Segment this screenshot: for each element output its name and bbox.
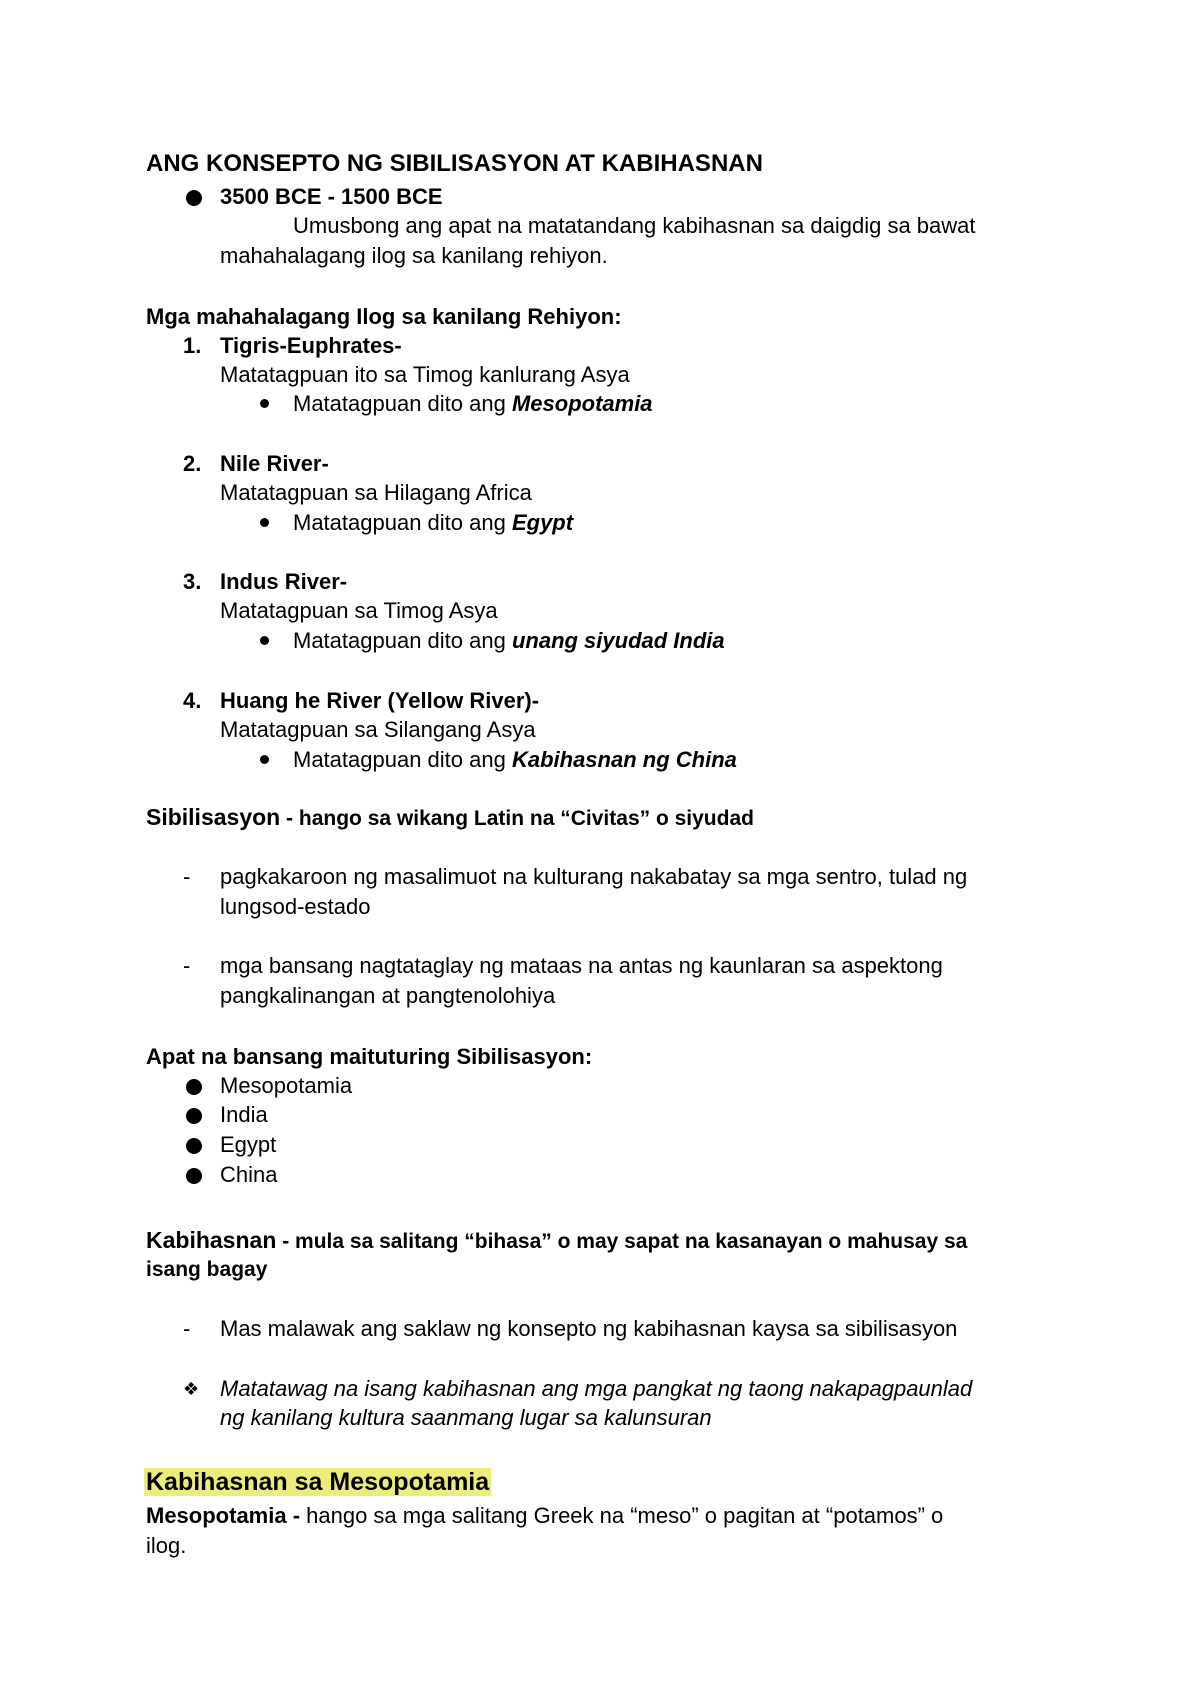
- bullet-icon: [186, 1108, 202, 1124]
- dash-bullet-icon: -: [183, 953, 191, 978]
- period-desc-line1: Umusbong ang apat na matatandang kabihasnan sa daigdig sa bawat: [293, 213, 976, 238]
- sibilisasyon-item-line1: mga bansang nagtataglay ng mataas na antas ng kaunlaran sa aspektong: [220, 953, 943, 978]
- river-bullet: Matatagpuan dito ang Egypt: [293, 510, 574, 535]
- river-number: 3.: [183, 569, 202, 594]
- bullet-icon: [186, 1079, 202, 1095]
- river-number: 2.: [183, 451, 202, 476]
- list-item: India: [220, 1102, 268, 1127]
- dash-bullet-icon: -: [183, 864, 191, 889]
- mesopotamia-heading: Kabihasnan sa Mesopotamia: [146, 1468, 490, 1496]
- river-location: Matatagpuan sa Silangang Asya: [220, 717, 536, 742]
- period-label: 3500 BCE - 1500 BCE: [220, 184, 443, 209]
- river-bullet: Matatagpuan dito ang Kabihasnan ng China: [293, 747, 737, 772]
- apat-heading: Apat na bansang maituturing Sibilisasyon:: [146, 1044, 593, 1069]
- river-location: Matatagpuan sa Timog Asya: [220, 598, 498, 623]
- kabihasnan-heading-line2: isang bagay: [146, 1258, 268, 1281]
- bullet-icon: [260, 518, 269, 527]
- sibilisasyon-heading: Sibilisasyon - hango sa wikang Latin na “Civitas” o siyudad: [146, 804, 754, 830]
- diamond-bullet-icon: ❖: [183, 1379, 200, 1399]
- list-item: Egypt: [220, 1132, 277, 1157]
- bullet-icon: [186, 1138, 202, 1154]
- kabihasnan-dash-item: Mas malawak ang saklaw ng konsepto ng kabihasnan kaysa sa sibilisasyon: [220, 1316, 958, 1341]
- river-location: Matatagpuan sa Hilagang Africa: [220, 480, 532, 505]
- bullet-icon: [260, 399, 269, 408]
- period-desc-line2: mahahalagang ilog sa kanilang rehiyon.: [220, 243, 608, 268]
- river-name: Indus River-: [220, 569, 348, 594]
- river-location: Matatagpuan ito sa Timog kanlurang Asya: [220, 362, 630, 387]
- mesopotamia-def-line1: Mesopotamia - hango sa mga salitang Greek na “meso” o pagitan at “potamos” o: [146, 1503, 944, 1528]
- bullet-icon: [186, 190, 202, 206]
- rivers-heading: Mga mahahalagang Ilog sa kanilang Rehiyon:: [146, 304, 622, 329]
- river-bullet: Matatagpuan dito ang unang siyudad India: [293, 628, 725, 653]
- page-title: ANG KONSEPTO NG SIBILISASYON AT KABIHASNAN: [146, 150, 763, 177]
- mesopotamia-def-line2: ilog.: [146, 1533, 187, 1558]
- river-number: 1.: [183, 333, 202, 358]
- list-item: Mesopotamia: [220, 1073, 353, 1098]
- river-bullet: Matatagpuan dito ang Mesopotamia: [293, 391, 653, 416]
- kabihasnan-note-line2: ng kanilang kultura saanmang lugar sa kalunsuran: [220, 1405, 712, 1430]
- sibilisasyon-item-line2: lungsod-estado: [220, 894, 371, 919]
- river-name: Nile River-: [220, 451, 329, 476]
- kabihasnan-note-line1: Matatawag na isang kabihasnan ang mga pangkat ng taong nakapagpaunlad: [220, 1376, 973, 1401]
- sibilisasyon-item-line2: pangkalinangan at pangtenolohiya: [220, 983, 556, 1008]
- river-name: Tigris-Euphrates-: [220, 333, 402, 358]
- bullet-icon: [186, 1168, 202, 1184]
- list-item: China: [220, 1162, 278, 1187]
- sibilisasyon-item-line1: pagkakaroon ng masalimuot na kulturang nakabatay sa mga sentro, tulad ng: [220, 864, 968, 889]
- kabihasnan-heading: Kabihasnan - mula sa salitang “bihasa” o may sapat na kasanayan o mahusay sa: [146, 1227, 968, 1253]
- river-name: Huang he River (Yellow River)-: [220, 688, 540, 713]
- dash-bullet-icon: -: [183, 1316, 191, 1341]
- bullet-icon: [260, 755, 269, 764]
- river-number: 4.: [183, 688, 202, 713]
- bullet-icon: [260, 636, 269, 645]
